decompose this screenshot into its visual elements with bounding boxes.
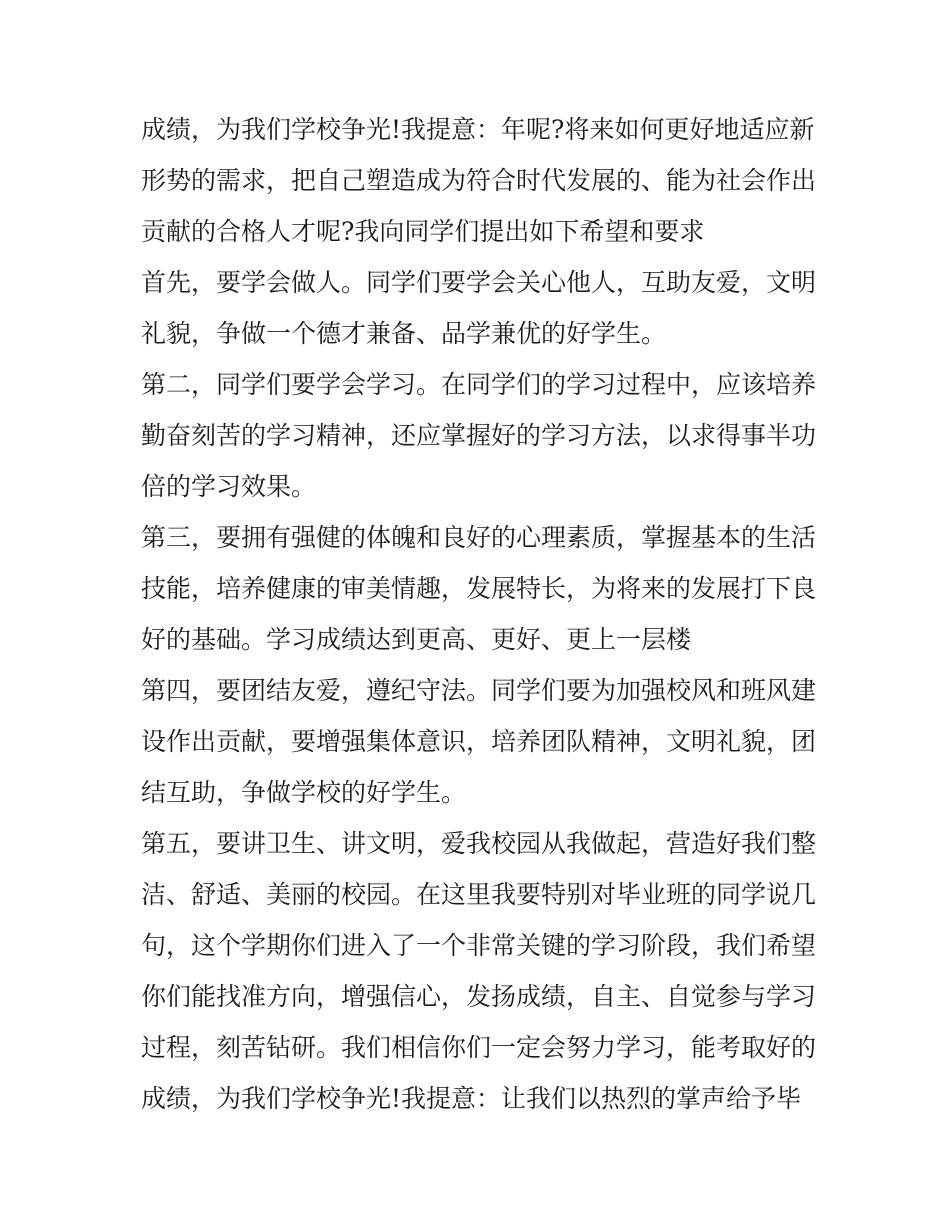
text-line: 设作出贡献，要增强集体意识，培养团队精神，文明礼貌，团 [141,727,817,756]
text-line: 结互助，争做学校的好学生。 [141,778,467,807]
text-line: 贡献的合格人才呢?我向同学们提出如下希望和要求 [141,217,705,246]
text-line: 倍的学习效果。 [141,472,317,501]
text-line: 礼貌，争做一个德才兼备、品学兼优的好学生。 [141,319,667,348]
text-line: 成绩，为我们学校争光!我提意：年呢?将来如何更好地适应新 [141,115,815,144]
text-line: 你们能找准方向，增强信心，发扬成绩，自主、自觉参与学习 [141,982,817,1011]
text-line: 第三，要拥有强健的体魄和良好的心理素质，掌握基本的生活 [141,523,817,552]
text-line: 洁、舒适、美丽的校园。在这里我要特别对毕业班的同学说几 [141,880,817,909]
text-line: 首先，要学会做人。同学们要学会关心他人，互助友爱，文明 [141,268,817,297]
text-line: 勤奋刻苦的学习精神，还应掌握好的学习方法，以求得事半功 [141,421,817,450]
text-line: 第五，要讲卫生、讲文明，爱我校园从我做起，营造好我们整 [141,829,817,858]
text-line: 好的基础。学习成绩达到更高、更好、更上一层楼 [141,625,692,654]
text-line: 过程，刻苦钻研。我们相信你们一定会努力学习，能考取好的 [141,1033,817,1062]
text-line: 第四，要团结友爱，遵纪守法。同学们要为加强校风和班风建 [141,676,817,705]
text-line: 成绩，为我们学校争光!我提意：让我们以热烈的掌声给予毕 [141,1084,802,1113]
document-body [141,104,821,1124]
text-line: 技能，培养健康的审美情趣，发展特长，为将来的发展打下良 [141,574,817,603]
text-line: 形势的需求，把自己塑造成为符合时代发展的、能为社会作出 [141,166,817,195]
text-line: 句，这个学期你们进入了一个非常关键的学习阶段，我们希望 [141,931,817,960]
text-line: 第二，同学们要学会学习。在同学们的学习过程中，应该培养 [141,370,817,399]
